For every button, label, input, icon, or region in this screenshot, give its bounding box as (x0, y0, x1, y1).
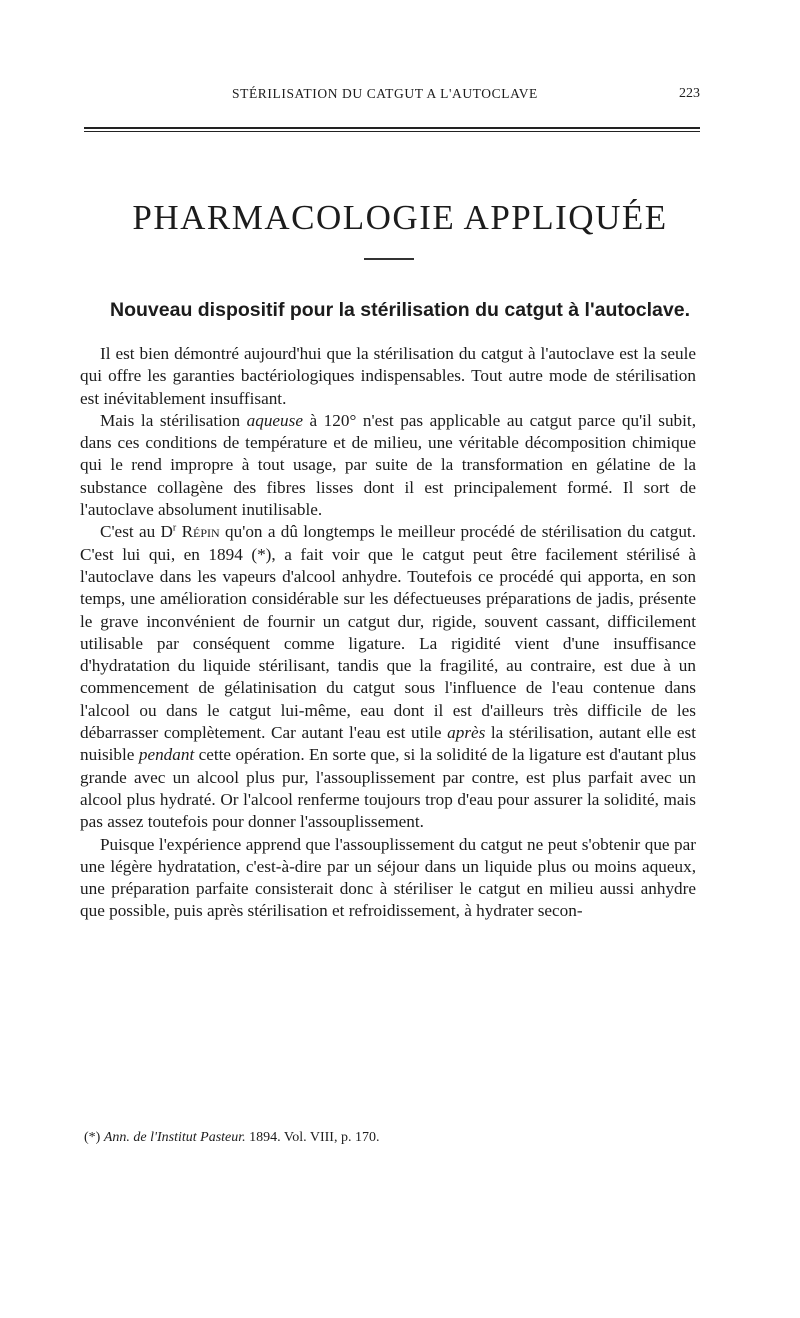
footnote-journal: Ann. de l'Institut Pasteur. (103, 1130, 246, 1145)
header-rule-thick (84, 127, 700, 129)
p3-italic-pendant: pendant (138, 745, 195, 765)
paragraph-1: Il est bien démontré aujourd'hui que la stérilisation du catgut à l'autoclave est la seule qui offre les garanties bactériologiques indispensables. Tout autre mode de stérilisation est inévitablement insuffisant. (80, 344, 696, 408)
paragraph-3 (80, 521, 696, 833)
p3-text-c: la stérilisation, autant elle est nuisible (80, 723, 697, 765)
p3-sup: r (172, 522, 177, 534)
section-title: PHARMACOLOGIE APPLIQUÉE (132, 198, 668, 237)
article-body (80, 343, 696, 923)
p2-text-b: à 120° n'est pas applicable au catgut parce qu'il subit, dans ces conditions de température et de milieu, une véritable décomposition chimique qui le rend impropre à tout usage, par suite de la transformation en gélatine de la substance collagène des fibres lisses dont il est principalement formé. Il sort de l'autoclave absolument inutilisable. (80, 410, 696, 520)
p3-text-a: C'est au D (100, 522, 173, 542)
header-rule-thin (84, 131, 700, 132)
footnote-marker: (*) (84, 1130, 101, 1145)
paragraph-2 (80, 410, 696, 521)
p2-text-a: Mais la stérilisation (100, 410, 241, 430)
page-number: 223 (679, 86, 700, 101)
p2-italic-aqueuse: aqueuse (246, 410, 303, 430)
footnote-ref: 1894. Vol. VIII, p. 170. (249, 1130, 380, 1145)
running-title: STÉRILISATION DU CATGUT A L'AUTOCLAVE (232, 86, 538, 101)
title-divider (364, 258, 414, 260)
running-head (84, 86, 700, 108)
author-name: Répin (181, 522, 220, 542)
p3-italic-apres: après (447, 723, 486, 743)
p3-text-d: cette opération. En sorte que, si la solidité de la ligature est d'autant plus grande avec un alcool plus pur, l'assouplissement par contre, est plus parfait avec un alcool plus hydraté. Or l'alcool renferme toujours trop d'eau pour assurer la solidité, mais pas assez toutefois pour donner l'assouplissement. (80, 745, 697, 832)
paragraph-4: Puisque l'expérience apprend que l'assouplissement du catgut ne peut s'obtenir que par une légère hydratation, c'est-à-dire par un séjour dans un liquide plus ou moins aqueux, une préparation parfaite consisterait donc à stériliser le catgut en milieu aussi anhydre que possible, puis après stérilisation et refroidissement, à hydrater secon- (80, 834, 696, 921)
footnote (84, 1130, 700, 1146)
article-title: Nouveau dispositif pour la stérilisation du catgut à l'autoclave. (110, 299, 690, 321)
p3-text-b: qu'on a dû longtemps le meilleur procédé de stérilisation du catgut. C'est lui qui, en 1894 (*), a fait voir que le catgut peut être facilement stérilisé à l'autoclave dans les vapeurs d'alcool anhydre. Toutefois ce procédé qui apporta, en son temps, une amélioration considérable sur les défectueuses préparations de jadis, présente le grave inconvénient de fournir un catgut dur, rigide, souvent cassant, difficilement utilisable par conséquent comme ligature. La rigidité vient d'une insuffisance d'hydratation du liquide stérilisant, tandis que la fragilité, au contraire, est due à un commencement de gélatinisation du catgut sous l'influence de l'eau contenue dans l'alcool ou dans le catgut lui-même, eau dont il est d'ailleurs très difficile de les débarrasser complètement. Car autant l'eau est utile (80, 522, 696, 743)
